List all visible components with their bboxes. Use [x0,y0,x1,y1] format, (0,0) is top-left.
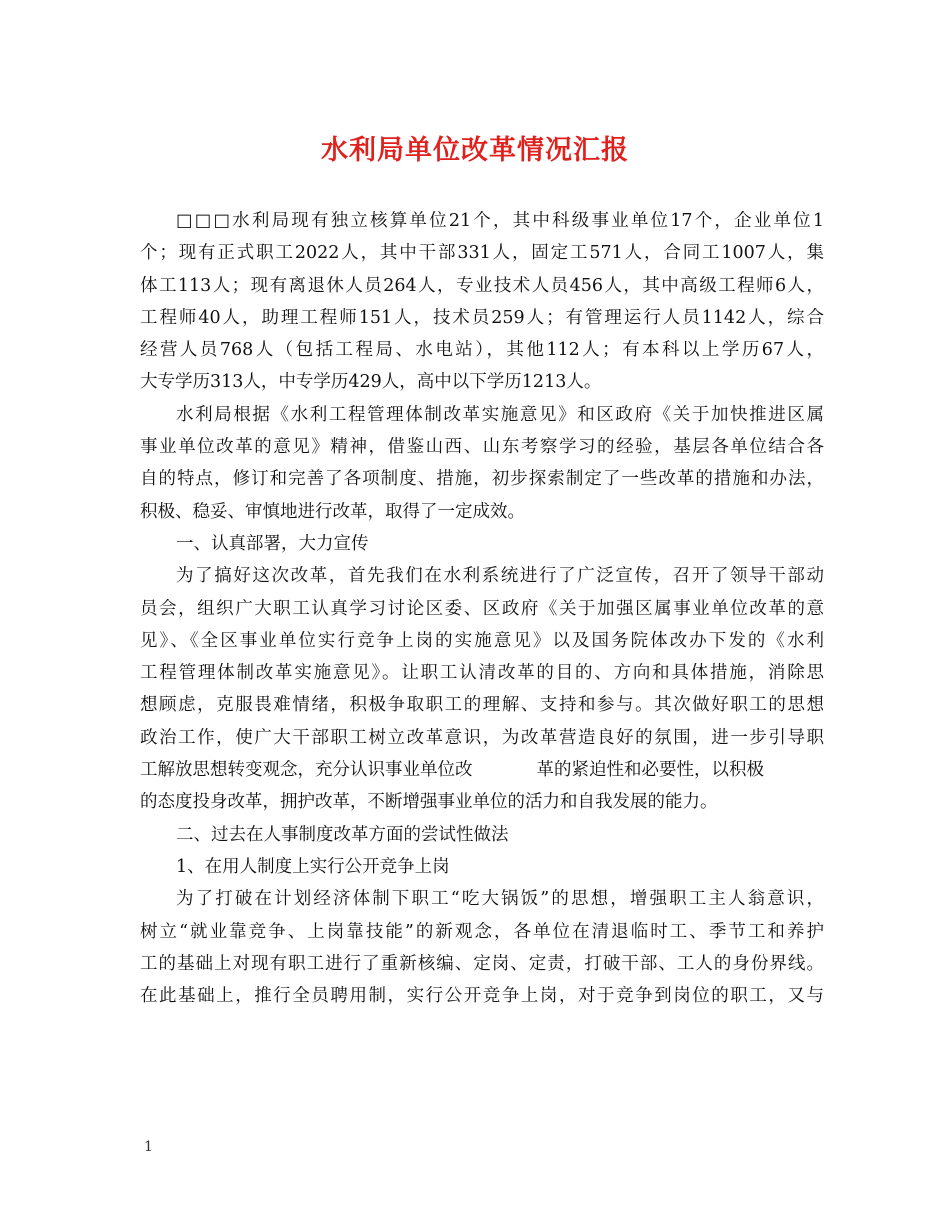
paragraph-line: 自的特点，修订和完善了各项制度、措施，初步探索制定了一些改革的措施和办法， [140,469,824,490]
section-heading: 二、过去在人事制度改革方面的尝试性做法 [176,824,509,845]
line-segment: 工解放思想转变观念，充分认识事业单位改 [140,760,473,781]
paragraph-line: 事业单位改革的意见》精神，借鉴山西、山东考察学习的经验，基层各单位结合各 [140,437,824,458]
paragraph-line: 政治工作，使广大干部职工树立改革意识，为改革营造良好的氛围，进一步引导职 [140,727,824,748]
paragraph-line: 见》、《全区事业单位实行竞争上岗的实施意见》以及国务院体改办下发的《水利 [140,630,824,651]
paragraph-line: 工程管理体制改革实施意见》。让职工认清改革的目的、方向和具体措施，消除思 [140,663,824,684]
paragraph-line: 积极、稳妥、审慎地进行改革，取得了一定成效。 [140,501,525,522]
document-body [140,205,824,1012]
paragraph-line: 个；现有正式职工2022人，其中干部331人，固定工571人，合同工1007人，集 [140,243,824,264]
paragraph-line: 在此基础上，推行全员聘用制，实行公开竞争上岗，对于竞争到岗位的职工，又与 [140,986,824,1007]
paragraph-line-with-gap [140,754,824,786]
paragraph-line: 为了打破在计划经济体制下职工“吃大锅饭”的思想，增强职工主人翁意识， [176,889,824,910]
subsection-heading: 1、在用人制度上实行公开竞争上岗 [176,856,450,877]
paragraph-line: 为了搞好这次改革，首先我们在水利系统进行了广泛宣传，召开了领导干部动 [176,566,824,587]
paragraph-line: 的态度投身改革，拥护改革，不断增强事业单位的活力和自我发展的能力。 [140,792,718,813]
line-segment: 革的紧迫性和必要性，以积极 [536,760,764,781]
paragraph-line: 体工113人；现有离退休人员264人，专业技术人员456人，其中高级工程师6人， [140,275,824,296]
paragraph-line: □□□水利局现有独立核算单位21个，其中科级事业单位17个，企业单位1 [176,211,824,231]
paragraph-line: 工的基础上对现有职工进行了重新核编、定岗、定责，打破干部、工人的身份界线。 [140,953,824,974]
paragraph-line: 经营人员768人（包括工程局、水电站），其他112人；有本科以上学历67人， [140,340,824,361]
page-number: 1 [144,1139,153,1155]
paragraph-line: 树立“就业靠竞争、上岗靠技能”的新观念，各单位在清退临时工、季节工和养护 [140,921,824,942]
paragraph-line: 工程师40人，助理工程师151人，技术员259人；有管理运行人员1142人，综合 [140,307,824,328]
document-title: 水利局单位改革情况汇报 [321,135,629,166]
paragraph-line: 大专学历313人，中专学历429人，高中以下学历1213人。 [140,372,602,393]
section-heading: 一、认真部署，大力宣传 [176,533,369,554]
paragraph-line: 想顾虑，克服畏难情绪，积极争取职工的理解、支持和参与。其次做好职工的思想 [140,695,824,716]
paragraph-line: 水利局根据《水利工程管理体制改革实施意见》和区政府《关于加快推进区属 [176,404,824,425]
paragraph-line: 员会，组织广大职工认真学习讨论区委、区政府《关于加强区属事业单位改革的意 [140,598,824,619]
